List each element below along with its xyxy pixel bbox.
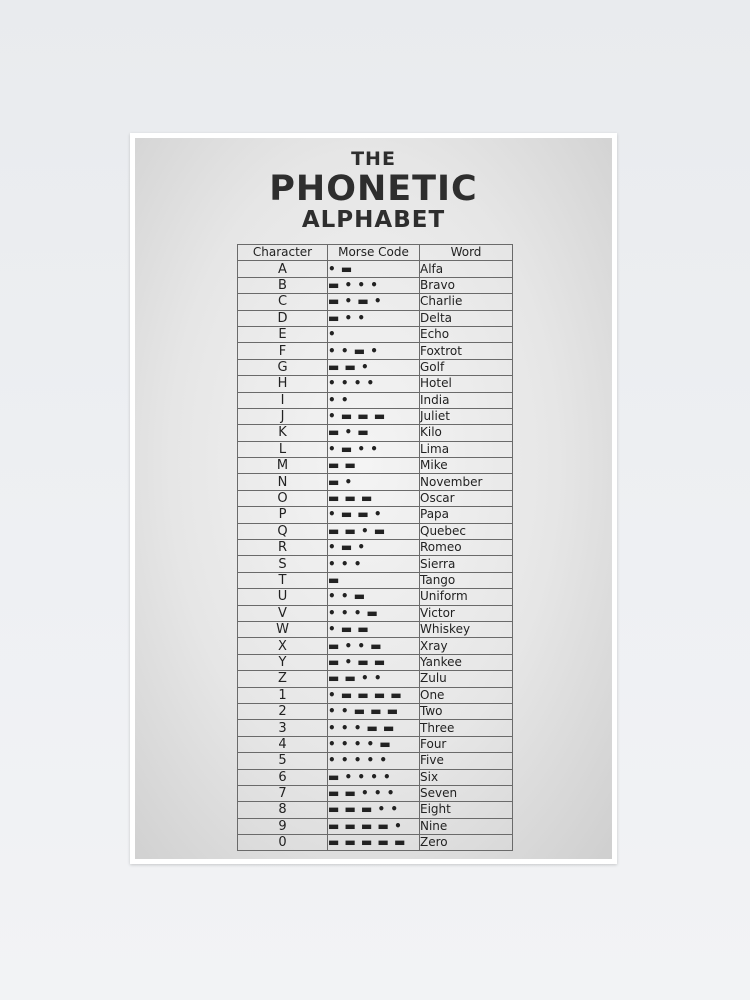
morse-code-cell: • • • • ▬ — [328, 736, 420, 752]
phonetic-table — [237, 244, 513, 851]
table-row — [238, 507, 513, 523]
table-row — [238, 523, 513, 539]
table-row — [238, 753, 513, 769]
word-cell: Golf — [420, 359, 513, 375]
word-cell: Whiskey — [420, 621, 513, 637]
table-row — [238, 359, 513, 375]
word-cell: Four — [420, 736, 513, 752]
character-cell: K — [238, 425, 328, 441]
morse-code-cell: • • • • — [328, 376, 420, 392]
table-row — [238, 589, 513, 605]
header-character: Character — [238, 245, 328, 261]
word-cell: November — [420, 474, 513, 490]
character-cell: X — [238, 638, 328, 654]
morse-code-cell: ▬ • ▬ ▬ — [328, 654, 420, 670]
character-cell: S — [238, 556, 328, 572]
morse-code-cell: • • • • • — [328, 753, 420, 769]
table-row — [238, 294, 513, 310]
table-row — [238, 425, 513, 441]
character-cell: R — [238, 540, 328, 556]
morse-code-cell: • ▬ ▬ — [328, 621, 420, 637]
word-cell: Hotel — [420, 376, 513, 392]
character-cell: 6 — [238, 769, 328, 785]
character-cell: W — [238, 621, 328, 637]
word-cell: Tango — [420, 572, 513, 588]
morse-code-cell: ▬ • • ▬ — [328, 638, 420, 654]
table-row — [238, 458, 513, 474]
character-cell: 9 — [238, 818, 328, 834]
morse-code-cell: ▬ ▬ • • — [328, 671, 420, 687]
character-cell: M — [238, 458, 328, 474]
morse-code-cell: • — [328, 326, 420, 342]
morse-code-cell: ▬ — [328, 572, 420, 588]
morse-code-cell: • • — [328, 392, 420, 408]
character-cell: 5 — [238, 753, 328, 769]
table-row — [238, 392, 513, 408]
table-header-row — [238, 245, 513, 261]
morse-code-cell: ▬ ▬ ▬ — [328, 490, 420, 506]
word-cell: Five — [420, 753, 513, 769]
morse-code-cell: • • • ▬ ▬ — [328, 720, 420, 736]
table-row — [238, 277, 513, 293]
title-line-the: THE — [351, 148, 396, 170]
morse-code-cell: ▬ ▬ — [328, 458, 420, 474]
poster-frame — [130, 133, 617, 864]
header-morse-code: Morse Code — [328, 245, 420, 261]
word-cell: Delta — [420, 310, 513, 326]
character-cell: 4 — [238, 736, 328, 752]
word-cell: Eight — [420, 802, 513, 818]
morse-code-cell: • • ▬ ▬ ▬ — [328, 703, 420, 719]
morse-code-cell: ▬ • ▬ — [328, 425, 420, 441]
character-cell: E — [238, 326, 328, 342]
table-row — [238, 687, 513, 703]
word-cell: Romeo — [420, 540, 513, 556]
character-cell: T — [238, 572, 328, 588]
morse-code-cell: • • ▬ • — [328, 343, 420, 359]
morse-code-cell: • • • — [328, 556, 420, 572]
table-row — [238, 769, 513, 785]
table-row — [238, 556, 513, 572]
morse-code-cell: ▬ • • • • — [328, 769, 420, 785]
word-cell: Nine — [420, 818, 513, 834]
morse-code-cell: ▬ ▬ • ▬ — [328, 523, 420, 539]
word-cell: One — [420, 687, 513, 703]
character-cell: I — [238, 392, 328, 408]
poster-title — [135, 150, 612, 232]
word-cell: Six — [420, 769, 513, 785]
character-cell: L — [238, 441, 328, 457]
word-cell: Juliet — [420, 408, 513, 424]
table-row — [238, 572, 513, 588]
character-cell: Y — [238, 654, 328, 670]
table-row — [238, 326, 513, 342]
table-row — [238, 408, 513, 424]
morse-code-cell: ▬ ▬ • • • — [328, 785, 420, 801]
table-row — [238, 441, 513, 457]
word-cell: Charlie — [420, 294, 513, 310]
table-row — [238, 736, 513, 752]
word-cell: Zulu — [420, 671, 513, 687]
character-cell: 2 — [238, 703, 328, 719]
morse-code-cell: ▬ ▬ ▬ • • — [328, 802, 420, 818]
character-cell: O — [238, 490, 328, 506]
morse-code-cell: • ▬ • • — [328, 441, 420, 457]
character-cell: F — [238, 343, 328, 359]
character-cell: Q — [238, 523, 328, 539]
title-line-phonetic: PHONETIC — [269, 169, 478, 209]
character-cell: J — [238, 408, 328, 424]
character-cell: 0 — [238, 835, 328, 851]
table-row — [238, 785, 513, 801]
table-row — [238, 802, 513, 818]
morse-code-cell: ▬ ▬ ▬ ▬ • — [328, 818, 420, 834]
poster-sheet — [135, 138, 612, 859]
morse-code-cell: ▬ • • — [328, 310, 420, 326]
morse-code-cell: • ▬ ▬ ▬ ▬ — [328, 687, 420, 703]
table-row — [238, 703, 513, 719]
character-cell: C — [238, 294, 328, 310]
table-row — [238, 310, 513, 326]
morse-code-cell: • ▬ — [328, 261, 420, 277]
word-cell: Two — [420, 703, 513, 719]
character-cell: Z — [238, 671, 328, 687]
word-cell: Yankee — [420, 654, 513, 670]
word-cell: Seven — [420, 785, 513, 801]
character-cell: V — [238, 605, 328, 621]
table-row — [238, 654, 513, 670]
table-row — [238, 376, 513, 392]
title-line-alphabet: ALPHABET — [301, 207, 446, 233]
morse-code-cell: • ▬ • — [328, 540, 420, 556]
morse-code-cell: ▬ • ▬ • — [328, 294, 420, 310]
morse-code-cell: • ▬ ▬ • — [328, 507, 420, 523]
character-cell: A — [238, 261, 328, 277]
word-cell: Kilo — [420, 425, 513, 441]
table-row — [238, 671, 513, 687]
word-cell: Foxtrot — [420, 343, 513, 359]
word-cell: Lima — [420, 441, 513, 457]
table-row — [238, 261, 513, 277]
word-cell: Sierra — [420, 556, 513, 572]
character-cell: D — [238, 310, 328, 326]
character-cell: 8 — [238, 802, 328, 818]
character-cell: G — [238, 359, 328, 375]
table-row — [238, 638, 513, 654]
table-row — [238, 818, 513, 834]
table-body — [238, 261, 513, 851]
table-row — [238, 490, 513, 506]
header-word: Word — [420, 245, 513, 261]
table-row — [238, 835, 513, 851]
character-cell: B — [238, 277, 328, 293]
character-cell: P — [238, 507, 328, 523]
morse-code-cell: ▬ ▬ • — [328, 359, 420, 375]
character-cell: 3 — [238, 720, 328, 736]
word-cell: Bravo — [420, 277, 513, 293]
morse-code-cell: ▬ • • • — [328, 277, 420, 293]
character-cell: 1 — [238, 687, 328, 703]
word-cell: Quebec — [420, 523, 513, 539]
character-cell: U — [238, 589, 328, 605]
table-row — [238, 474, 513, 490]
morse-code-cell: ▬ ▬ ▬ ▬ ▬ — [328, 835, 420, 851]
word-cell: Uniform — [420, 589, 513, 605]
character-cell: H — [238, 376, 328, 392]
character-cell: N — [238, 474, 328, 490]
word-cell: Echo — [420, 326, 513, 342]
morse-code-cell: • • • ▬ — [328, 605, 420, 621]
word-cell: Zero — [420, 835, 513, 851]
word-cell: Alfa — [420, 261, 513, 277]
table-row — [238, 343, 513, 359]
word-cell: Papa — [420, 507, 513, 523]
table-row — [238, 621, 513, 637]
character-cell: 7 — [238, 785, 328, 801]
word-cell: Victor — [420, 605, 513, 621]
table-row — [238, 540, 513, 556]
word-cell: Mike — [420, 458, 513, 474]
table-row — [238, 720, 513, 736]
word-cell: Oscar — [420, 490, 513, 506]
table-row — [238, 605, 513, 621]
word-cell: Three — [420, 720, 513, 736]
morse-code-cell: ▬ • — [328, 474, 420, 490]
morse-code-cell: • • ▬ — [328, 589, 420, 605]
word-cell: Xray — [420, 638, 513, 654]
word-cell: India — [420, 392, 513, 408]
morse-code-cell: • ▬ ▬ ▬ — [328, 408, 420, 424]
